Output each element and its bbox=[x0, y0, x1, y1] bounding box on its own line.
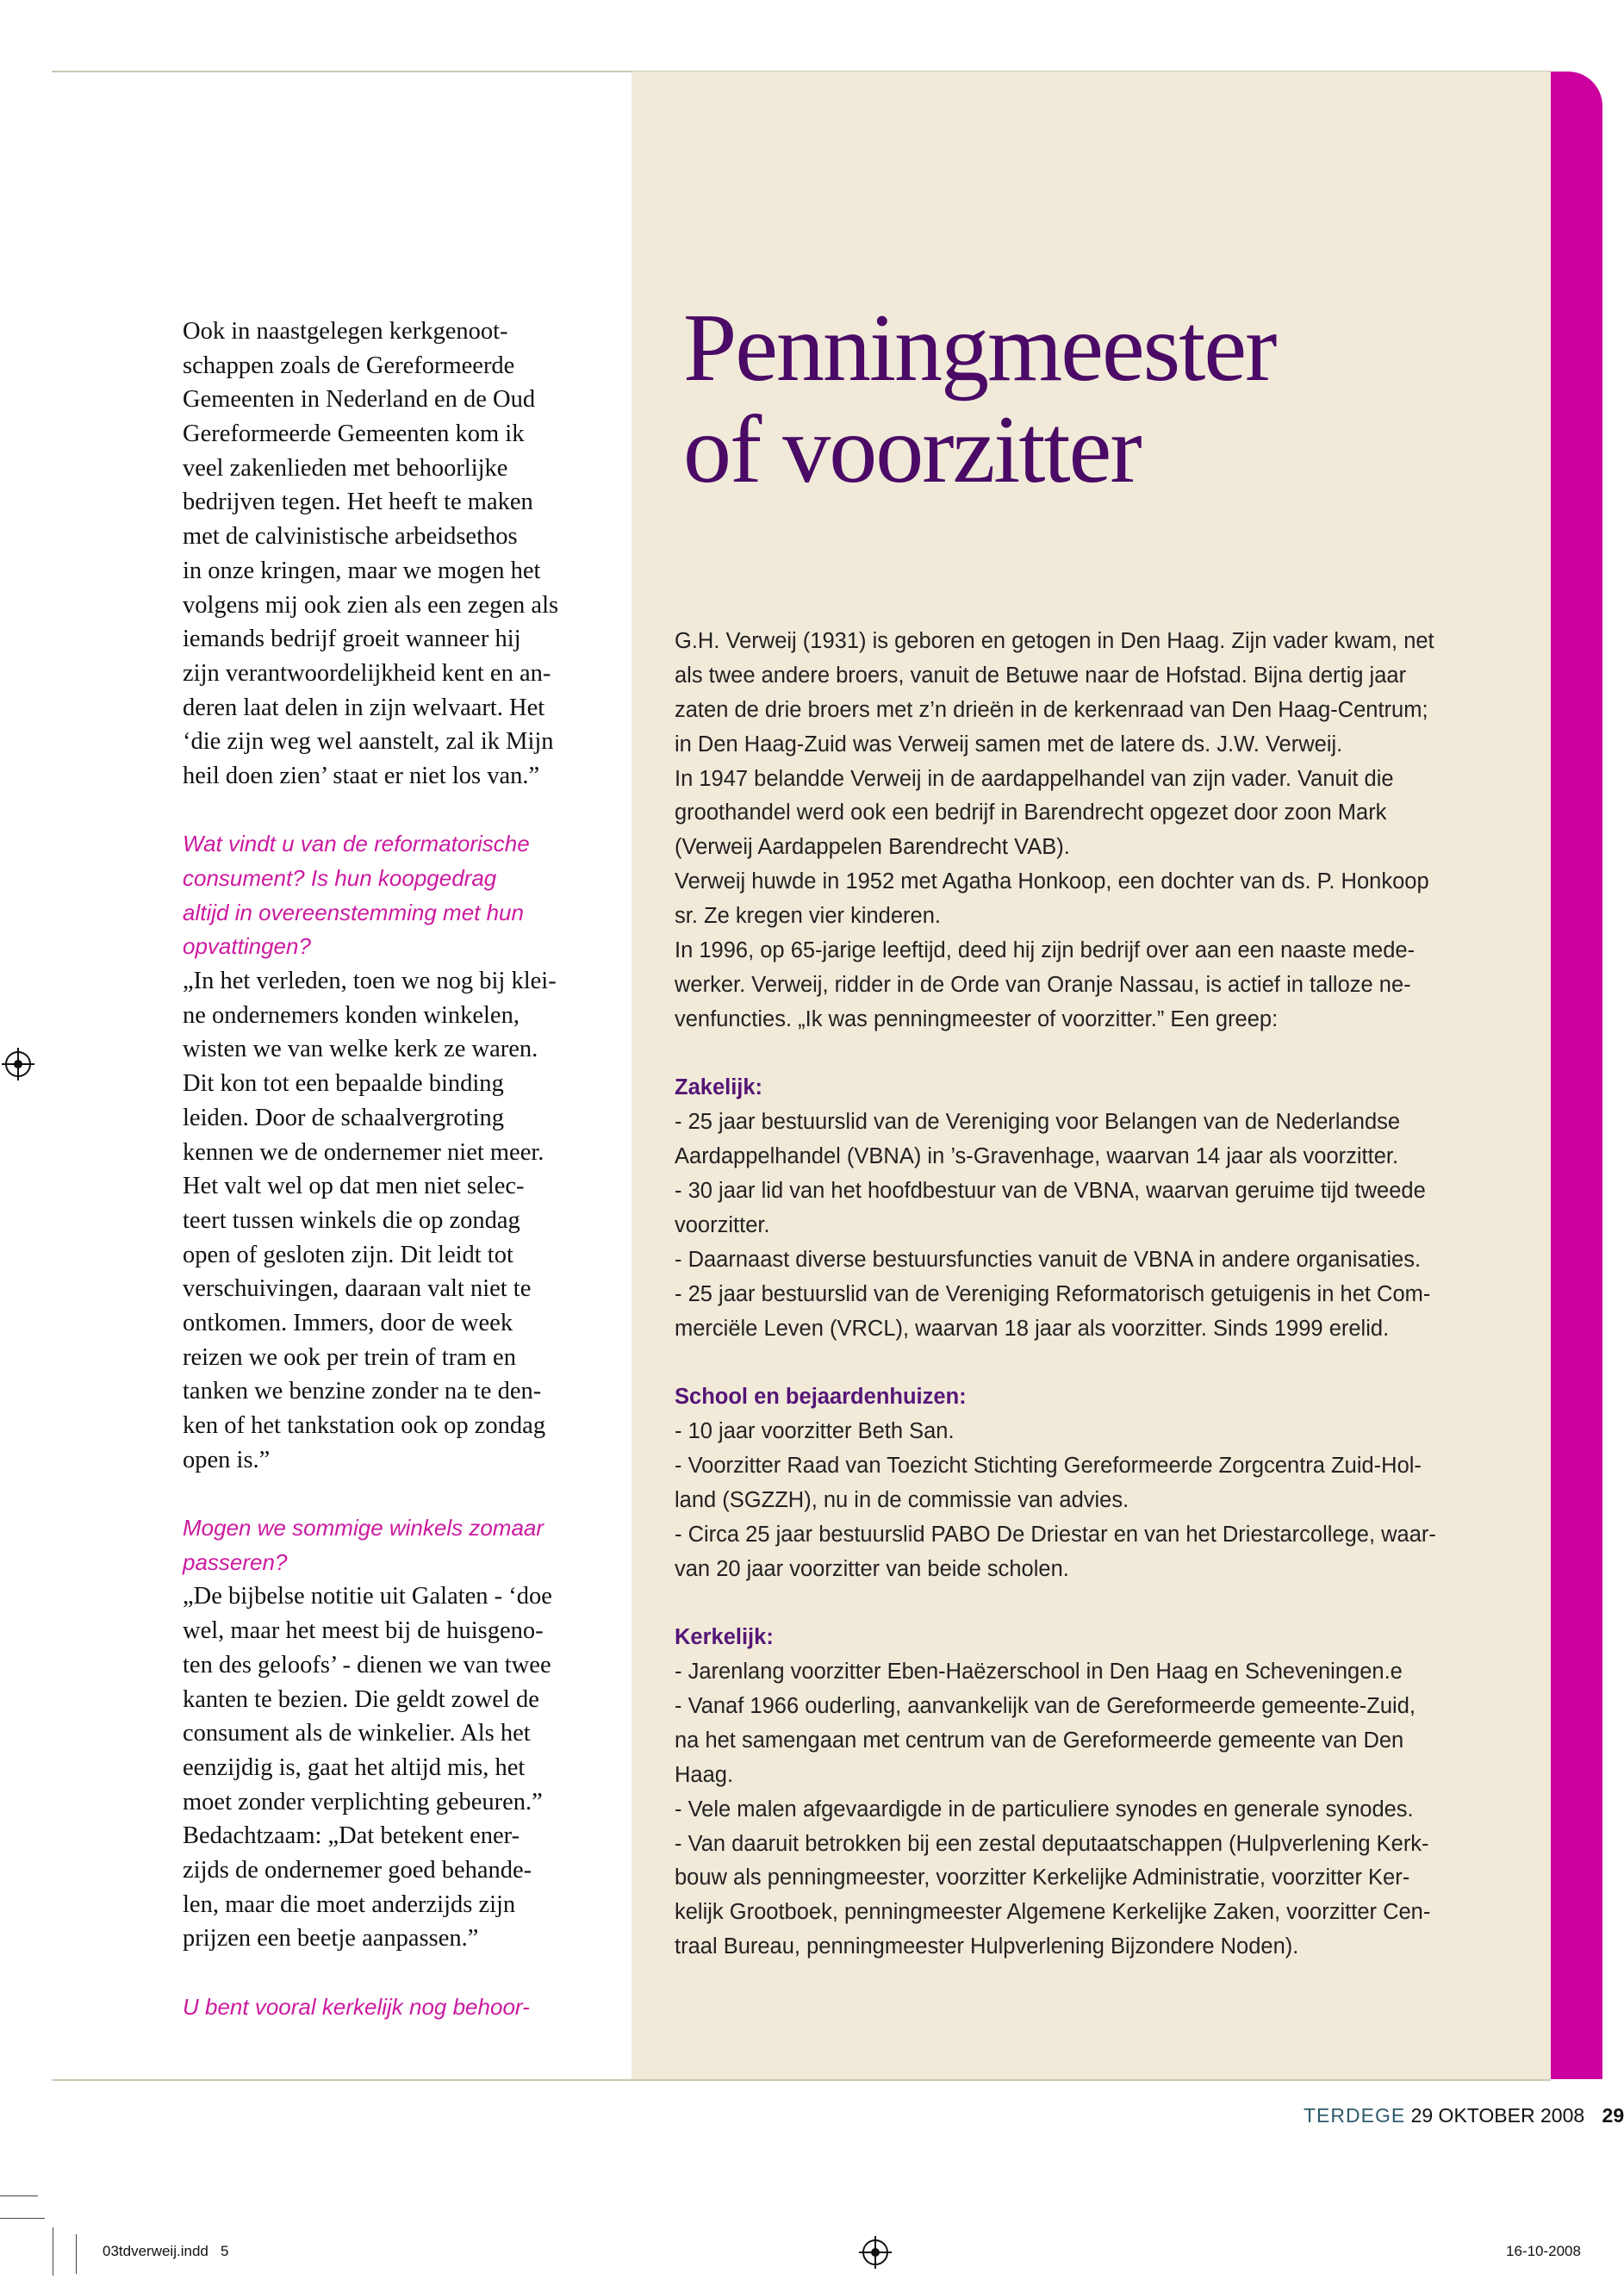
text-line: met de calvinistische arbeidsethos bbox=[183, 523, 518, 551]
crop-mark bbox=[76, 2234, 77, 2274]
text-line: bedrijven tegen. Het heeft te maken bbox=[183, 489, 533, 516]
text-line: passeren? bbox=[183, 1548, 288, 1575]
biography-column bbox=[675, 625, 1502, 1965]
text-line: prijzen een beetje aanpassen.” bbox=[183, 1925, 479, 1953]
magazine-name: TERDEGE bbox=[1304, 2104, 1406, 2127]
issue-date: 29 OKTOBER 2008 bbox=[1410, 2104, 1585, 2127]
text-line: ken of het tankstation ook op zondag bbox=[183, 1412, 546, 1439]
text-line: werker. Verweij, ridder in de Orde van Oranje Nassau, is actief in talloze ne- bbox=[675, 972, 1411, 997]
text-line: voorzitter. bbox=[675, 1212, 770, 1237]
text-line: open is.” bbox=[183, 1446, 271, 1473]
text-line: merciële Leven (VRCL), waarvan 18 jaar als voorzitter. Sinds 1999 erelid. bbox=[675, 1316, 1390, 1341]
text-line: moet zonder verplichting gebeuren.” bbox=[183, 1788, 543, 1816]
text-line: heil doen zien’ staat er niet los van.” bbox=[183, 762, 540, 789]
text-line: van 20 jaar voorzitter van beide scholen. bbox=[675, 1556, 1069, 1581]
text-line: (Verweij Aardappelen Barendrecht VAB). bbox=[675, 835, 1070, 860]
text-line: in onze kringen, maar we mogen het bbox=[183, 557, 541, 584]
section-heading bbox=[675, 1071, 1502, 1106]
section-heading bbox=[675, 1380, 1502, 1415]
text-line: len, maar die moet anderzijds zijn bbox=[183, 1890, 516, 1918]
paragraph-gap bbox=[183, 1477, 605, 1511]
text-line: Kerkelijk: bbox=[675, 1625, 774, 1650]
title-line-1: Penningmeester bbox=[683, 295, 1276, 402]
text-line: reizen we ook per trein of tram en bbox=[183, 1343, 516, 1371]
text-line: wisten we van welke kerk ze waren. bbox=[183, 1036, 538, 1063]
title-line-2: of voorzitter bbox=[683, 396, 1141, 503]
text-line: land (SGZZH), nu in de commissie van advies. bbox=[675, 1487, 1129, 1512]
text-line: altijd in overeenstemming met hun bbox=[183, 899, 524, 925]
text-line: In 1947 belandde Verweij in de aardappelhandel van zijn vader. Vanuit die bbox=[675, 766, 1394, 791]
text-line: - 25 jaar bestuurslid van de Vereniging voor Belangen van de Nederlandse bbox=[675, 1110, 1401, 1135]
page-footer bbox=[1304, 2104, 1624, 2127]
text-line: Zakelijk: bbox=[675, 1075, 763, 1100]
text-line: - 25 jaar bestuurslid van de Vereniging Reformatorisch getuigenis in het Com- bbox=[675, 1281, 1431, 1306]
page-number: 29 bbox=[1602, 2104, 1624, 2127]
text-line: - Vele malen afgevaardigde in de particuliere synodes en generale synodes. bbox=[675, 1797, 1414, 1822]
text-line: Wat vindt u van de reformatorische bbox=[183, 831, 530, 857]
paragraph-gap bbox=[183, 1956, 605, 1990]
text-line: U bent vooral kerkelijk nog behoor- bbox=[183, 1993, 530, 2020]
text-line: veel zakenlieden met behoorlijke bbox=[183, 454, 508, 482]
text-line: iemands bedrijf groeit wanneer hij bbox=[183, 626, 521, 653]
interview-question bbox=[183, 1511, 605, 1579]
text-line: ‘die zijn weg wel aanstelt, zal ik Mijn bbox=[183, 728, 554, 756]
paragraph-gap bbox=[183, 794, 605, 828]
registration-mark-icon bbox=[862, 2239, 888, 2265]
text-line: kennen we de ondernemer niet meer. bbox=[183, 1138, 544, 1166]
article-title bbox=[683, 297, 1275, 501]
text-line: Haag. bbox=[675, 1762, 734, 1787]
text-line: schappen zoals de Gereformeerde bbox=[183, 352, 515, 379]
text-line: Bedachtzaam: „Dat betekent ener- bbox=[183, 1822, 520, 1850]
text-line: School en bejaardenhuizen: bbox=[675, 1385, 967, 1410]
text-line: teert tussen winkels die op zondag bbox=[183, 1206, 520, 1234]
text-line: ten des geloofs’ - dienen we van twee bbox=[183, 1651, 551, 1679]
text-line: kelijk Grootboek, penningmeester Algemene Kerkelijke Zaken, voorzitter Cen- bbox=[675, 1900, 1431, 1925]
slug-date: 16-10-2008 bbox=[1506, 2243, 1581, 2259]
text-line: eenzijdig is, gaat het altijd mis, het bbox=[183, 1753, 526, 1781]
text-line: in Den Haag-Zuid was Verweij samen met de latere ds. J.W. Verweij. bbox=[675, 732, 1343, 757]
bottom-rule bbox=[52, 2079, 1551, 2081]
text-line: na het samengaan met centrum van de Gereformeerde gemeente van Den bbox=[675, 1728, 1404, 1753]
interview-question bbox=[183, 827, 605, 964]
text-line: tanken we benzine zonder na te den- bbox=[183, 1378, 542, 1405]
paragraph bbox=[183, 1579, 605, 1956]
text-line: zaten de drie broers met z’n drieën in de kerkenraad van Den Haag-Centrum; bbox=[675, 697, 1428, 722]
text-line: sr. Ze kregen vier kinderen. bbox=[675, 904, 941, 929]
paragraph bbox=[675, 1415, 1502, 1586]
text-line: verschuivingen, daaraan valt niet te bbox=[183, 1275, 532, 1303]
text-line: Aardappelhandel (VBNA) in ’s-Gravenhage, waarvan 14 jaar als voorzitter. bbox=[675, 1144, 1399, 1169]
text-line: - Daarnaast diverse bestuursfuncties vanuit de VBNA in andere organisaties. bbox=[675, 1247, 1422, 1272]
text-line: Gereformeerde Gemeenten kom ik bbox=[183, 420, 525, 448]
interview-question bbox=[183, 1990, 605, 2025]
text-line: - Circa 25 jaar bestuurslid PABO De Driestar en van het Driestarcollege, waar- bbox=[675, 1522, 1436, 1547]
text-line: consument als de winkelier. Als het bbox=[183, 1720, 531, 1747]
text-line: wel, maar het meest bij de huisgeno- bbox=[183, 1617, 544, 1645]
paragraph-gap bbox=[675, 1587, 1502, 1622]
paragraph bbox=[675, 1106, 1502, 1346]
text-line: Gemeenten in Nederland en de Oud bbox=[183, 386, 536, 414]
text-line: volgens mij ook zien als een zegen als bbox=[183, 591, 559, 619]
text-line: - Jarenlang voorzitter Eben-Haëzerschool in Den Haag en Scheveningen.e bbox=[675, 1660, 1403, 1685]
text-line: traal Bureau, penningmeester Hulpverlening Bijzondere Noden). bbox=[675, 1934, 1299, 1959]
text-line: - 30 jaar lid van het hoofdbestuur van de VBNA, waarvan geruime tijd tweede bbox=[675, 1179, 1426, 1204]
left-article-column bbox=[183, 315, 605, 2024]
text-line: G.H. Verweij (1931) is geboren en getogen in Den Haag. Zijn vader kwam, net bbox=[675, 629, 1434, 653]
text-line: - Van daaruit betrokken bij een zestal deputaatschappen (Hulpverlening Kerk- bbox=[675, 1831, 1429, 1856]
text-line: zijn verantwoordelijkheid kent en an- bbox=[183, 659, 551, 687]
text-line: Dit kon tot een bepaalde binding bbox=[183, 1070, 504, 1098]
registration-mark-icon bbox=[5, 1051, 31, 1077]
section-heading bbox=[675, 1621, 1502, 1655]
text-line: ne ondernemers konden winkelen, bbox=[183, 1001, 520, 1029]
text-line: ontkomen. Immers, door de week bbox=[183, 1309, 513, 1336]
text-line: Ook in naastgelegen kerkgenoot- bbox=[183, 318, 508, 345]
paragraph bbox=[675, 1655, 1502, 1965]
text-line: In 1996, op 65-jarige leeftijd, deed hij zijn bedrijf over aan een naaste mede- bbox=[675, 938, 1416, 963]
text-line: - Voorzitter Raad van Toezicht Stichting Gereformeerde Zorgcentra Zuid-Hol- bbox=[675, 1453, 1422, 1478]
text-line: als twee andere broers, vanuit de Betuwe naar de Hofstad. Bijna dertig jaar bbox=[675, 663, 1407, 688]
text-line: groothandel werd ook een bedrijf in Barendrecht opgezet door zoon Mark bbox=[675, 800, 1387, 825]
paragraph-gap bbox=[675, 1347, 1502, 1381]
text-line: opvattingen? bbox=[183, 933, 311, 960]
paragraph bbox=[183, 964, 605, 1477]
text-line: bouw als penningmeester, voorzitter Kerkelijke Administratie, voorzitter Ker- bbox=[675, 1865, 1410, 1890]
crop-mark bbox=[0, 2195, 38, 2196]
paragraph-gap bbox=[675, 1037, 1502, 1072]
text-line: Verweij huwde in 1952 met Agatha Honkoop, een dochter van ds. P. Honkoop bbox=[675, 869, 1429, 894]
text-line: consument? Is hun koopgedrag bbox=[183, 865, 497, 891]
text-line: „De bijbelse notitie uit Galaten - ‘doe bbox=[183, 1583, 552, 1610]
text-line: - 10 jaar voorzitter Beth San. bbox=[675, 1419, 955, 1444]
crop-mark bbox=[0, 2218, 45, 2219]
text-line: Het valt wel op dat men niet selec- bbox=[183, 1173, 525, 1200]
paragraph bbox=[675, 625, 1502, 1037]
text-line: venfuncties. „Ik was penningmeester of voorzitter.” Een greep: bbox=[675, 1006, 1279, 1031]
text-line: - Vanaf 1966 ouderling, aanvankelijk van de Gereformeerde gemeente-Zuid, bbox=[675, 1694, 1416, 1718]
text-line: zijds de ondernemer goed behande- bbox=[183, 1856, 532, 1884]
text-line: leiden. Door de schaalvergroting bbox=[183, 1104, 505, 1131]
slug-filename: 03tdverweij.indd 5 bbox=[103, 2243, 229, 2259]
text-line: open of gesloten zijn. Dit leidt tot bbox=[183, 1241, 513, 1268]
text-line: „In het verleden, toen we nog bij klei- bbox=[183, 968, 557, 995]
paragraph bbox=[183, 315, 605, 794]
text-line: deren laat delen in zijn welvaart. Het bbox=[183, 694, 545, 721]
text-line: Mogen we sommige winkels zomaar bbox=[183, 1515, 544, 1541]
text-line: kanten te bezien. Die geldt zowel de bbox=[183, 1685, 539, 1713]
accent-bar bbox=[1551, 72, 1602, 2079]
